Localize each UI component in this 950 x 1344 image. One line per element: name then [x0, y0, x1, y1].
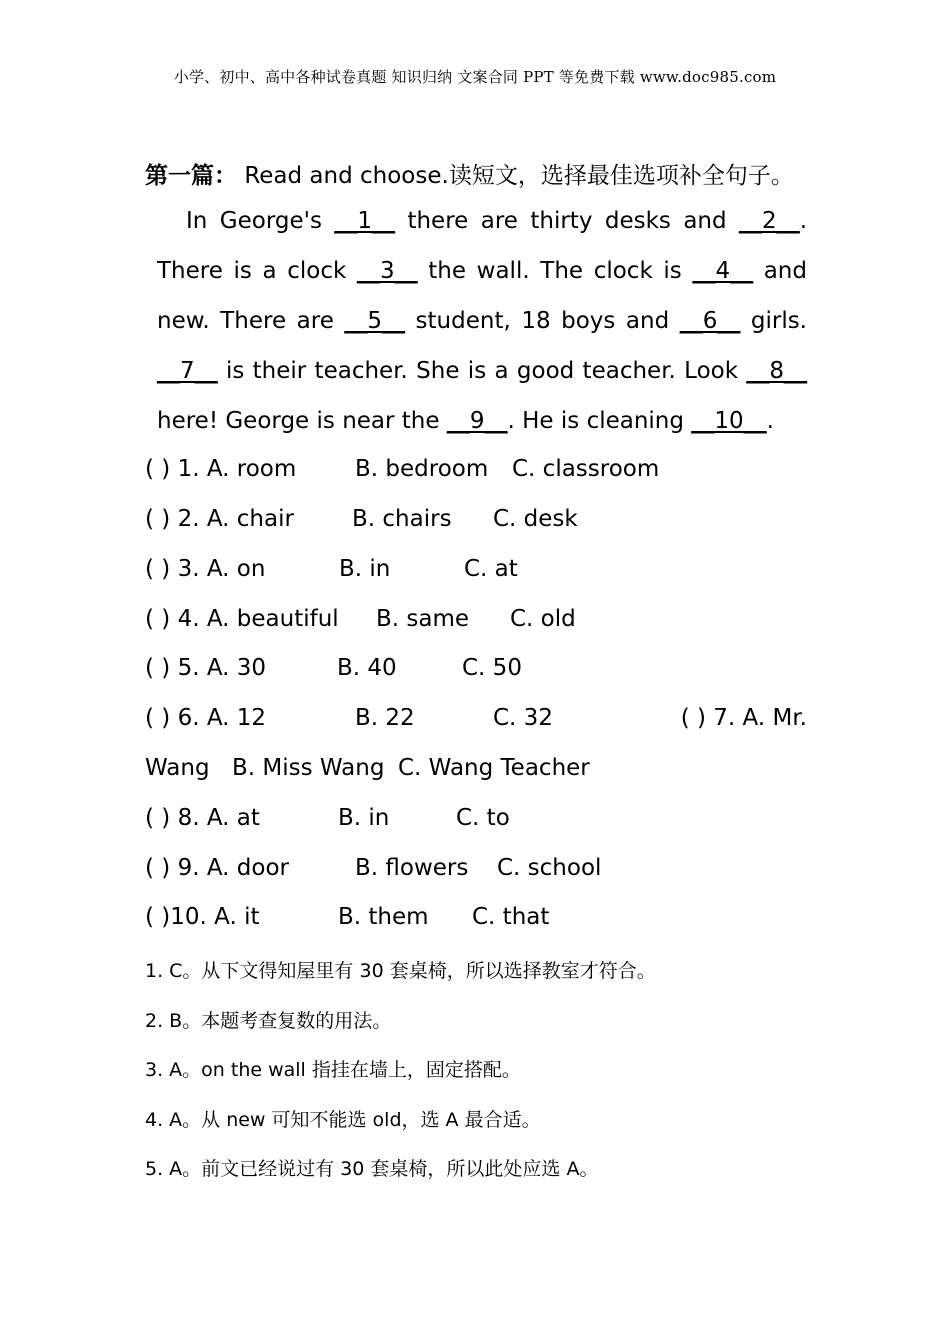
question-option-b: B. 40 — [337, 655, 397, 681]
section-title-en: Read and choose. — [244, 163, 449, 189]
question-7-start: ( ) 7. A. Mr. — [680, 705, 807, 731]
question-option-a: ( ) 2. A. chair — [145, 506, 294, 532]
passage-text: . — [766, 408, 774, 434]
question-option-a: ( ) 4. A. beautiful — [145, 606, 339, 632]
reading-passage — [157, 196, 807, 446]
passage-text: . There is a clock — [157, 208, 807, 284]
question-option-c: C. school — [497, 855, 602, 881]
question-option-a: ( ) 8. A. at — [145, 805, 260, 831]
section-title — [145, 157, 815, 190]
question-option-a: ( ) 6. A. 12 — [145, 705, 267, 731]
section-label: 第一篇： — [145, 162, 237, 189]
blank-3: __3__ — [356, 258, 418, 284]
question-option-b: B. them — [338, 904, 429, 930]
question-option-b: B. chairs — [352, 506, 452, 532]
question-option-a: ( )10. A. it — [145, 904, 260, 930]
passage-text: there are thirty desks and — [395, 208, 740, 234]
question-option-c: C. to — [456, 805, 510, 831]
blank-8: __8__ — [746, 358, 807, 384]
passage-text: In George's — [186, 208, 335, 234]
passage-text: student, 18 boys and — [405, 308, 680, 334]
passage-text: . He is cleaning — [507, 408, 692, 434]
blank-4: __4__ — [692, 258, 754, 284]
question-option-c: C. that — [472, 904, 550, 930]
question-option-a: ( ) 9. A. door — [145, 855, 289, 881]
question-option-a: ( ) 3. A. on — [145, 556, 266, 582]
page-header: 小学、初中、高中各种试卷真题 知识归纳 文案合同 PPT 等免费下载 www.doc985.com — [173, 68, 777, 86]
question-option-b: B. Miss Wang — [232, 755, 385, 781]
blank-5: __5__ — [344, 308, 406, 334]
question-option-c: C. classroom — [512, 456, 660, 482]
answer-explanation-1: 1. C。从下文得知屋里有 30 套桌椅，所以选择教室才符合。 — [145, 960, 656, 982]
question-option-b: B. in — [338, 805, 390, 831]
question-option-c: C. desk — [493, 506, 578, 532]
question-option-b: B. 22 — [355, 705, 415, 731]
question-option-b: B. in — [339, 556, 391, 582]
question-option-c: C. Wang Teacher — [398, 755, 590, 781]
answer-explanation-3: 3. A。on the wall 指挂在墙上，固定搭配。 — [145, 1059, 521, 1081]
question-option-c: C. 32 — [493, 705, 553, 731]
passage-text: is their teacher. She is a good teacher. Look — [217, 358, 747, 384]
passage-text: girls. — [740, 308, 807, 334]
question-option-b: B. same — [376, 606, 470, 632]
question-option-c: C. old — [510, 606, 576, 632]
answer-explanation-5: 5. A。前文已经说过有 30 套桌椅，所以此处应选 A。 — [145, 1158, 599, 1180]
answer-explanation-2: 2. B。本题考查复数的用法。 — [145, 1010, 392, 1032]
blank-10: __10__ — [691, 408, 767, 434]
question-option-c: C. at — [464, 556, 518, 582]
blank-7: __7__ — [157, 358, 218, 384]
blank-1: __1__ — [334, 208, 396, 234]
blank-6: __6__ — [679, 308, 741, 334]
section-instruction: 读短文，选择最佳选项补全句子。 — [448, 163, 794, 189]
passage-text: here! George is near the — [157, 408, 447, 434]
question-option-a: ( ) 1. A. room — [145, 456, 297, 482]
passage-text: the wall. The clock is — [417, 258, 693, 284]
blank-9: __9__ — [446, 408, 508, 434]
passage-text: and new. There are — [157, 258, 807, 334]
question-6 — [145, 705, 807, 735]
question-option-b: B. flowers — [355, 855, 469, 881]
question-option-a: ( ) 5. A. 30 — [145, 655, 267, 681]
blank-2: __2__ — [739, 208, 800, 234]
question-option-a: Wang — [145, 755, 210, 781]
question-option-b: B. bedroom — [355, 456, 489, 482]
question-option-c: C. 50 — [462, 655, 522, 681]
answer-explanation-4: 4. A。从 new 可知不能选 old，选 A 最合适。 — [145, 1109, 541, 1131]
